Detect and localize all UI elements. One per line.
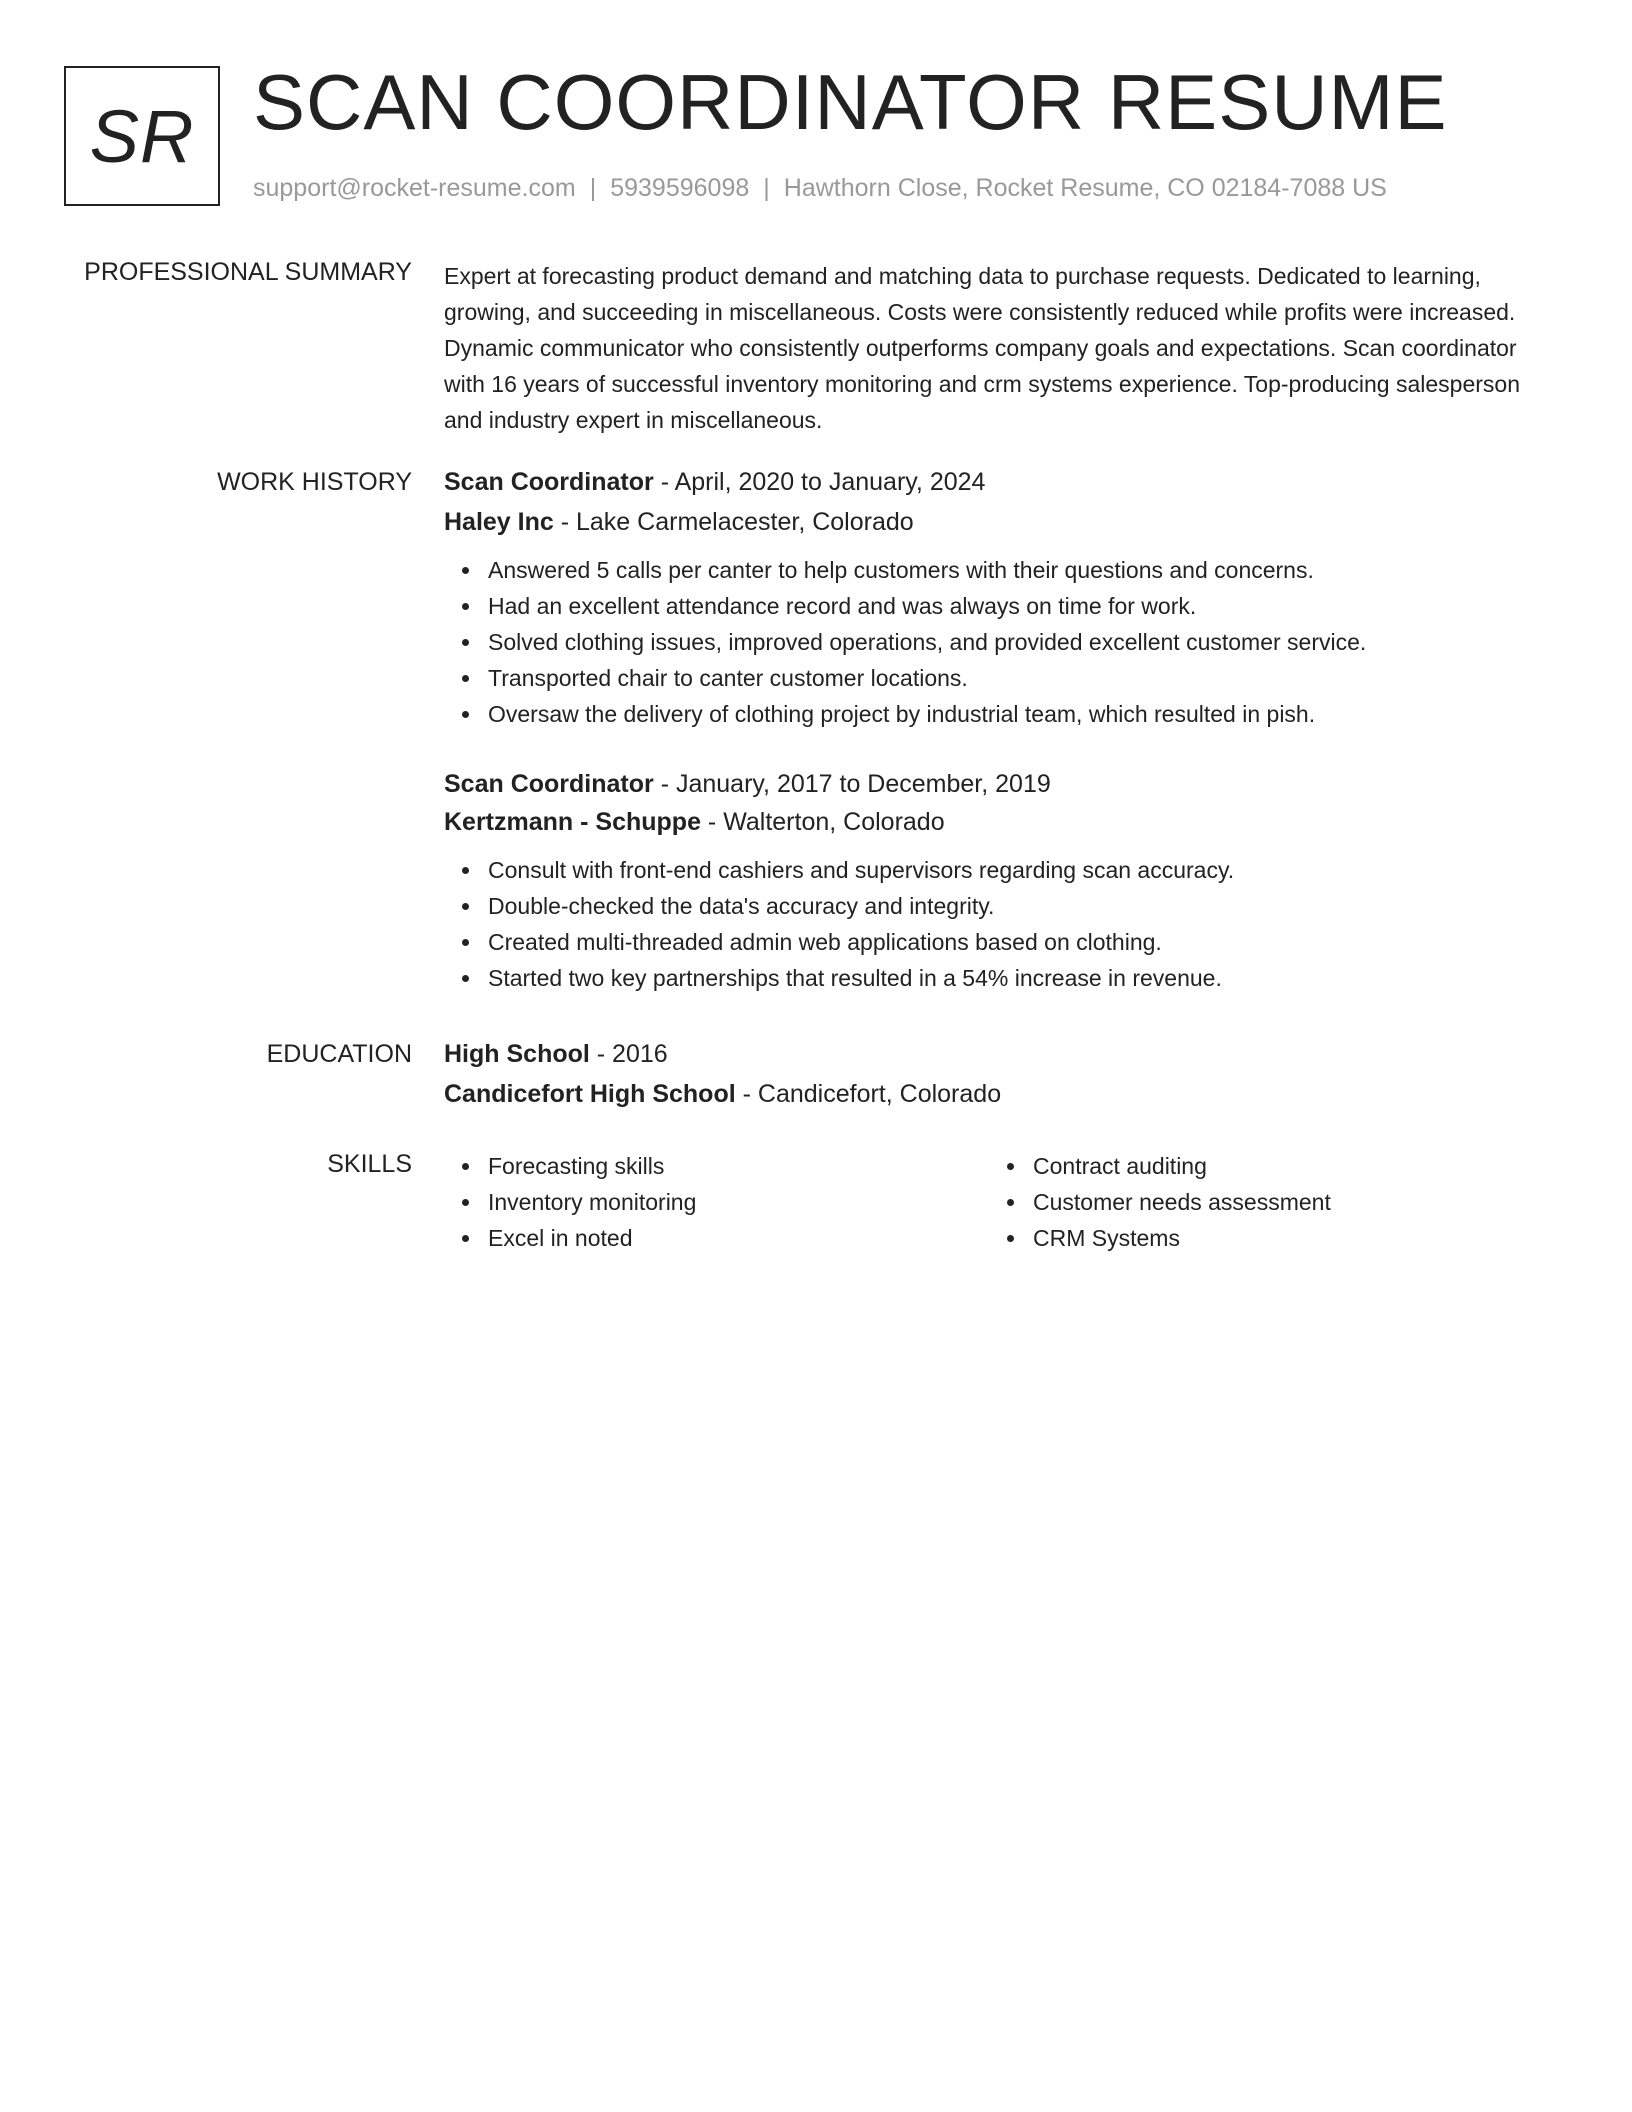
job-bullet: Created multi-threaded admin web applications based on clothing.	[488, 924, 1524, 960]
summary-text: Expert at forecasting product demand and matching data to purchase requests. Dedicated to learning, growing, and succeeding in miscellaneous. Costs were consistently reduced while profits were increased. Dynamic communicator who consistently outperforms company goals and expectations. Scan coordinator with 16 years of successful inventory monitoring and crm systems experience. Top-producing salesperson and industry expert in miscellaneous.	[444, 263, 1520, 433]
job-bullet: Answered 5 calls per canter to help customers with their questions and concerns.	[488, 552, 1524, 588]
job-dates: - January, 2017 to December, 2019	[653, 770, 1051, 798]
skills-list	[989, 1148, 1331, 1256]
education-degree: High School	[444, 1040, 590, 1068]
job-location: - Walterton, Colorado	[700, 808, 945, 836]
job-bullet: Transported chair to canter customer locations.	[488, 660, 1524, 696]
monogram-box	[64, 66, 220, 206]
skills-column-left	[444, 1148, 696, 1256]
job-entry	[444, 766, 1524, 996]
skills-list	[444, 1148, 696, 1256]
job-title: Scan Coordinator	[444, 770, 654, 798]
job-entry	[444, 464, 1524, 732]
skills-column-right	[989, 1148, 1331, 1256]
skill-item: Contract auditing	[1033, 1148, 1331, 1184]
contact-phone: 5939596098	[610, 174, 750, 202]
skill-item: Inventory monitoring	[488, 1184, 696, 1220]
education-location: - Candicefort, Colorado	[735, 1080, 1002, 1108]
education-body	[444, 1036, 1524, 1112]
work-history-body	[444, 464, 1524, 996]
contact-address: Hawthorn Close, Rocket Resume, CO 02184-7088 US	[783, 174, 1387, 202]
education-school-line	[444, 1076, 1524, 1112]
job-title: Scan Coordinator	[444, 468, 654, 496]
job-title-line	[444, 766, 1524, 804]
job-company: Kertzmann - Schuppe	[444, 808, 701, 836]
skill-item: CRM Systems	[1033, 1220, 1331, 1256]
skills-body	[444, 1148, 1524, 1268]
section-label-work-history: WORK HISTORY	[217, 468, 412, 496]
job-dates: - April, 2020 to January, 2024	[653, 468, 986, 496]
education-degree-line	[444, 1036, 1524, 1076]
skill-item: Excel in noted	[488, 1220, 696, 1256]
job-bullet: Had an excellent attendance record and was always on time for work.	[488, 588, 1524, 624]
summary-body	[444, 258, 1524, 438]
monogram-initials: SR	[89, 94, 195, 178]
section-label-skills: SKILLS	[327, 1150, 412, 1178]
job-bullets	[444, 852, 1524, 996]
education-school: Candicefort High School	[444, 1080, 736, 1108]
job-company: Haley Inc	[444, 508, 554, 536]
contact-email: support@rocket-resume.com	[253, 174, 576, 202]
job-bullet: Started two key partnerships that resulted in a 54% increase in revenue.	[488, 960, 1524, 996]
job-company-line	[444, 504, 1524, 540]
skill-item: Forecasting skills	[488, 1148, 696, 1184]
section-label-education: EDUCATION	[266, 1040, 412, 1068]
education-year: - 2016	[589, 1040, 668, 1068]
contact-separator: |	[589, 174, 597, 202]
job-company-line	[444, 804, 1524, 840]
resume-title: SCAN COORDINATOR RESUME	[253, 58, 1448, 146]
job-bullet: Solved clothing issues, improved operations, and provided excellent customer service.	[488, 624, 1524, 660]
job-title-line	[444, 464, 1524, 504]
job-bullets	[444, 552, 1524, 732]
job-bullet: Oversaw the delivery of clothing project by industrial team, which resulted in pish.	[488, 696, 1524, 732]
skill-item: Customer needs assessment	[1033, 1184, 1331, 1220]
section-label-summary: PROFESSIONAL SUMMARY	[84, 258, 412, 286]
job-bullet: Consult with front-end cashiers and supervisors regarding scan accuracy.	[488, 852, 1524, 888]
contact-separator: |	[763, 174, 770, 202]
job-bullet: Double-checked the data's accuracy and integrity.	[488, 888, 1524, 924]
job-location: - Lake Carmelacester, Colorado	[553, 508, 914, 536]
contact-line	[253, 174, 1387, 203]
